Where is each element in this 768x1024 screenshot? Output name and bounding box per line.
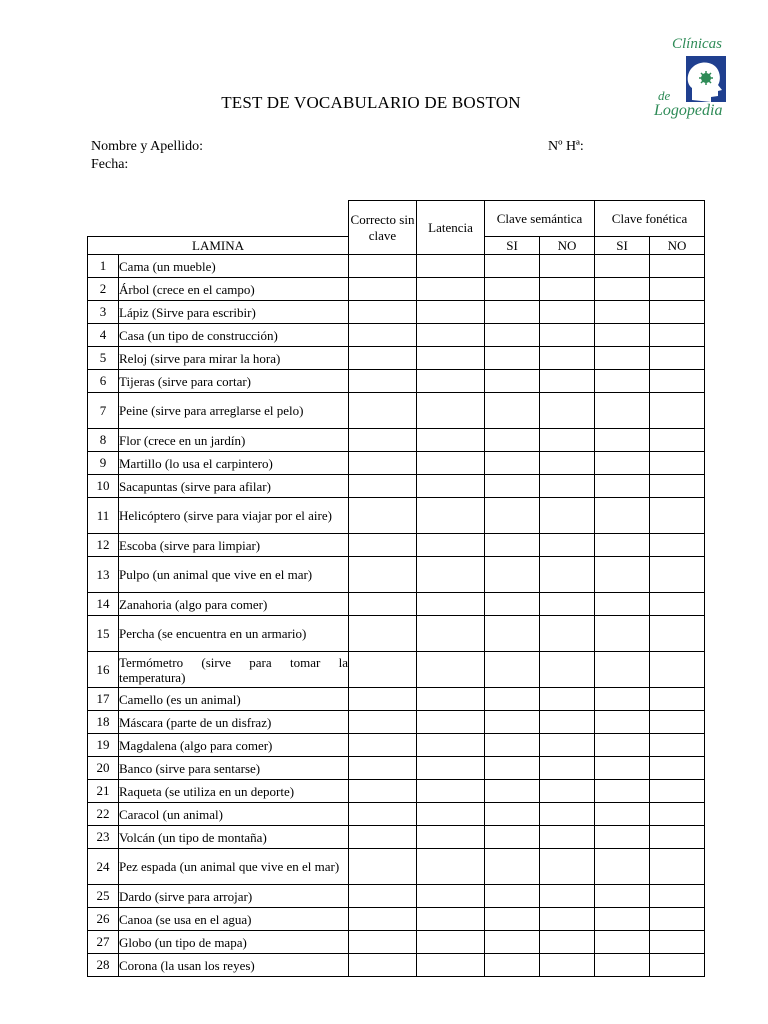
table-row [88,324,705,347]
row-item: Tijeras (sirve para cortar) [119,370,349,393]
fonetica-no-cell[interactable] [650,324,705,347]
correcto-cell[interactable] [349,278,417,301]
correcto-cell[interactable] [349,301,417,324]
latencia-cell[interactable] [417,324,485,347]
fonetica-si-cell[interactable] [595,534,650,557]
semantica-no-cell[interactable] [540,498,595,534]
semantica-si-cell[interactable] [485,803,540,826]
table-row [88,734,705,757]
semantica-si-cell[interactable] [485,849,540,885]
table-row [88,593,705,616]
header-lamina: LAMINA [88,237,349,255]
row-number: 3 [88,301,119,324]
semantica-no-cell[interactable] [540,849,595,885]
correcto-cell[interactable] [349,534,417,557]
semantica-no-cell[interactable] [540,429,595,452]
fonetica-no-cell[interactable] [650,803,705,826]
semantica-no-cell[interactable] [540,475,595,498]
correcto-cell[interactable] [349,370,417,393]
semantica-si-cell[interactable] [485,757,540,780]
correcto-cell[interactable] [349,498,417,534]
row-number: 9 [88,452,119,475]
row-number: 16 [88,652,119,688]
table-row [88,954,705,977]
latencia-cell[interactable] [417,255,485,278]
logo-text-clinicas: Clínicas [672,36,723,52]
row-number: 20 [88,757,119,780]
fonetica-no-cell[interactable] [650,885,705,908]
fonetica-no-cell[interactable] [650,757,705,780]
correcto-cell[interactable] [349,885,417,908]
logo-text-logopedia: Logopedia [654,102,723,119]
fonetica-si-cell[interactable] [595,475,650,498]
semantica-no-cell[interactable] [540,908,595,931]
row-number: 14 [88,593,119,616]
latencia-cell[interactable] [417,278,485,301]
row-item: Volcán (un tipo de montaña) [119,826,349,849]
correcto-cell[interactable] [349,324,417,347]
row-item: Peine (sirve para arreglarse el pelo) [119,393,349,429]
correcto-cell[interactable] [349,780,417,803]
semantica-si-cell[interactable] [485,498,540,534]
semantica-si-cell[interactable] [485,826,540,849]
fonetica-si-cell[interactable] [595,616,650,652]
fonetica-no-cell[interactable] [650,734,705,757]
row-number: 22 [88,803,119,826]
fonetica-si-cell[interactable] [595,498,650,534]
fonetica-si-cell[interactable] [595,780,650,803]
row-number: 6 [88,370,119,393]
fonetica-si-cell[interactable] [595,711,650,734]
table-row [88,475,705,498]
row-item: Lápiz (Sirve para escribir) [119,301,349,324]
semantica-no-cell[interactable] [540,347,595,370]
fonetica-si-cell[interactable] [595,557,650,593]
semantica-si-cell[interactable] [485,593,540,616]
fonetica-si-cell[interactable] [595,301,650,324]
row-number: 23 [88,826,119,849]
semantica-si-cell[interactable] [485,711,540,734]
latencia-cell[interactable] [417,803,485,826]
table-row [88,534,705,557]
correcto-cell[interactable] [349,393,417,429]
fonetica-no-cell[interactable] [650,429,705,452]
fonetica-si-cell[interactable] [595,652,650,688]
semantica-no-cell[interactable] [540,688,595,711]
semantica-no-cell[interactable] [540,652,595,688]
semantica-si-cell[interactable] [485,452,540,475]
row-item: Corona (la usan los reyes) [119,954,349,977]
row-item: Pez espada (un animal que vive en el mar) [119,849,349,885]
semantica-no-cell[interactable] [540,557,595,593]
semantica-si-cell[interactable] [485,734,540,757]
header-latencia: Latencia [417,201,485,255]
row-number: 25 [88,885,119,908]
correcto-cell[interactable] [349,475,417,498]
latencia-cell[interactable] [417,780,485,803]
fonetica-no-cell[interactable] [650,688,705,711]
fonetica-no-cell[interactable] [650,780,705,803]
row-item: Magdalena (algo para comer) [119,734,349,757]
row-item: Helicóptero (sirve para viajar por el aire) [119,498,349,534]
row-number: 18 [88,711,119,734]
fonetica-si-cell[interactable] [595,429,650,452]
semantica-si-cell[interactable] [485,370,540,393]
correcto-cell[interactable] [349,711,417,734]
latencia-cell[interactable] [417,757,485,780]
table-row [88,826,705,849]
row-number: 5 [88,347,119,370]
table-row [88,452,705,475]
fonetica-si-cell[interactable] [595,255,650,278]
table-row [88,849,705,885]
fonetica-si-cell[interactable] [595,803,650,826]
semantica-si-cell[interactable] [485,301,540,324]
correcto-cell[interactable] [349,557,417,593]
table-row [88,498,705,534]
semantica-si-cell[interactable] [485,255,540,278]
fonetica-no-cell[interactable] [650,652,705,688]
semantica-no-cell[interactable] [540,301,595,324]
latencia-cell[interactable] [417,734,485,757]
row-number: 15 [88,616,119,652]
semantica-si-cell[interactable] [485,688,540,711]
fonetica-no-cell[interactable] [650,954,705,977]
latencia-cell[interactable] [417,534,485,557]
table-row [88,711,705,734]
logo-text-de: de [658,88,671,103]
header-semantica-no: NO [540,237,595,255]
table-row [88,885,705,908]
header-clave-semantica: Clave semántica [485,201,595,237]
row-item: Camello (es un animal) [119,688,349,711]
fonetica-si-cell[interactable] [595,593,650,616]
correcto-cell[interactable] [349,593,417,616]
fonetica-no-cell[interactable] [650,849,705,885]
correcto-cell[interactable] [349,616,417,652]
correcto-cell[interactable] [349,757,417,780]
row-item: Termómetro (sirve para tomar la temperatura) [119,652,349,688]
correcto-cell[interactable] [349,849,417,885]
semantica-si-cell[interactable] [485,780,540,803]
table-row [88,652,705,688]
latencia-cell[interactable] [417,908,485,931]
row-item: Reloj (sirve para mirar la hora) [119,347,349,370]
row-item: Pulpo (un animal que vive en el mar) [119,557,349,593]
fonetica-si-cell[interactable] [595,278,650,301]
row-number: 2 [88,278,119,301]
empty-corner [88,201,349,237]
semantica-si-cell[interactable] [485,616,540,652]
vocabulary-table [87,200,705,977]
correcto-cell[interactable] [349,826,417,849]
fonetica-si-cell[interactable] [595,347,650,370]
fonetica-si-cell[interactable] [595,324,650,347]
latencia-cell[interactable] [417,593,485,616]
row-number: 12 [88,534,119,557]
row-item: Martillo (lo usa el carpintero) [119,452,349,475]
table-row [88,616,705,652]
fonetica-no-cell[interactable] [650,826,705,849]
latencia-cell[interactable] [417,616,485,652]
row-number: 28 [88,954,119,977]
semantica-no-cell[interactable] [540,711,595,734]
row-item: Cama (un mueble) [119,255,349,278]
latencia-cell[interactable] [417,954,485,977]
fonetica-si-cell[interactable] [595,734,650,757]
fonetica-no-cell[interactable] [650,393,705,429]
latencia-cell[interactable] [417,370,485,393]
table-row [88,908,705,931]
correcto-cell[interactable] [349,954,417,977]
row-number: 1 [88,255,119,278]
table-row [88,780,705,803]
page-title: TEST DE VOCABULARIO DE BOSTON [221,93,521,112]
semantica-si-cell[interactable] [485,954,540,977]
semantica-no-cell[interactable] [540,255,595,278]
row-item: Canoa (se usa en el agua) [119,908,349,931]
row-number: 13 [88,557,119,593]
table-row [88,370,705,393]
fonetica-si-cell[interactable] [595,393,650,429]
semantica-no-cell[interactable] [540,370,595,393]
correcto-cell[interactable] [349,429,417,452]
header-fonetica-no: NO [650,237,705,255]
row-number: 7 [88,393,119,429]
row-number: 21 [88,780,119,803]
fonetica-si-cell[interactable] [595,885,650,908]
fonetica-no-cell[interactable] [650,347,705,370]
row-number: 10 [88,475,119,498]
semantica-no-cell[interactable] [540,780,595,803]
latencia-cell[interactable] [417,475,485,498]
fonetica-no-cell[interactable] [650,301,705,324]
latencia-cell[interactable] [417,849,485,885]
semantica-no-cell[interactable] [540,616,595,652]
correcto-cell[interactable] [349,652,417,688]
latencia-cell[interactable] [417,347,485,370]
latencia-cell[interactable] [417,557,485,593]
history-number-label: Nº Hª: [548,139,584,154]
fonetica-no-cell[interactable] [650,370,705,393]
semantica-si-cell[interactable] [485,931,540,954]
table-row [88,278,705,301]
latencia-cell[interactable] [417,452,485,475]
row-number: 17 [88,688,119,711]
fonetica-si-cell[interactable] [595,757,650,780]
fonetica-no-cell[interactable] [650,711,705,734]
table-row [88,757,705,780]
row-number: 8 [88,429,119,452]
table-row [88,429,705,452]
fonetica-no-cell[interactable] [650,593,705,616]
semantica-si-cell[interactable] [485,885,540,908]
fonetica-si-cell[interactable] [595,931,650,954]
row-number: 27 [88,931,119,954]
table-row [88,255,705,278]
correcto-cell[interactable] [349,908,417,931]
semantica-si-cell[interactable] [485,324,540,347]
header-fonetica-si: SI [595,237,650,255]
correcto-cell[interactable] [349,347,417,370]
row-item: Dardo (sirve para arrojar) [119,885,349,908]
latencia-cell[interactable] [417,652,485,688]
fonetica-si-cell[interactable] [595,688,650,711]
semantica-no-cell[interactable] [540,826,595,849]
semantica-no-cell[interactable] [540,452,595,475]
latencia-cell[interactable] [417,931,485,954]
semantica-si-cell[interactable] [485,475,540,498]
fonetica-si-cell[interactable] [595,849,650,885]
semantica-no-cell[interactable] [540,324,595,347]
latencia-cell[interactable] [417,826,485,849]
latencia-cell[interactable] [417,393,485,429]
row-item: Flor (crece en un jardín) [119,429,349,452]
fonetica-si-cell[interactable] [595,954,650,977]
semantica-si-cell[interactable] [485,534,540,557]
semantica-si-cell[interactable] [485,557,540,593]
fonetica-no-cell[interactable] [650,255,705,278]
fonetica-no-cell[interactable] [650,278,705,301]
table-row [88,803,705,826]
fonetica-si-cell[interactable] [595,370,650,393]
row-item: Casa (un tipo de construcción) [119,324,349,347]
fonetica-si-cell[interactable] [595,452,650,475]
row-item: Percha (se encuentra en un armario) [119,616,349,652]
row-item: Máscara (parte de un disfraz) [119,711,349,734]
latencia-cell[interactable] [417,711,485,734]
row-item: Banco (sirve para sentarse) [119,757,349,780]
row-item: Raqueta (se utiliza en un deporte) [119,780,349,803]
fonetica-no-cell[interactable] [650,931,705,954]
correcto-cell[interactable] [349,803,417,826]
correcto-cell[interactable] [349,734,417,757]
fonetica-si-cell[interactable] [595,826,650,849]
header-semantica-si: SI [485,237,540,255]
latencia-cell[interactable] [417,301,485,324]
header-correcto-sin-clave: Correcto sin clave [349,201,417,255]
table-row [88,301,705,324]
semantica-no-cell[interactable] [540,278,595,301]
row-item: Globo (un tipo de mapa) [119,931,349,954]
latencia-cell[interactable] [417,688,485,711]
semantica-no-cell[interactable] [540,393,595,429]
semantica-si-cell[interactable] [485,429,540,452]
latencia-cell[interactable] [417,429,485,452]
semantica-si-cell[interactable] [485,652,540,688]
semantica-no-cell[interactable] [540,885,595,908]
fonetica-no-cell[interactable] [650,534,705,557]
fonetica-no-cell[interactable] [650,908,705,931]
semantica-no-cell[interactable] [540,534,595,557]
semantica-no-cell[interactable] [540,757,595,780]
correcto-cell[interactable] [349,452,417,475]
row-item: Escoba (sirve para limpiar) [119,534,349,557]
row-item: Zanahoria (algo para comer) [119,593,349,616]
row-number: 19 [88,734,119,757]
fonetica-no-cell[interactable] [650,616,705,652]
row-number: 24 [88,849,119,885]
semantica-no-cell[interactable] [540,593,595,616]
table-row [88,557,705,593]
row-item: Árbol (crece en el campo) [119,278,349,301]
correcto-cell[interactable] [349,688,417,711]
semantica-si-cell[interactable] [485,347,540,370]
fonetica-si-cell[interactable] [595,908,650,931]
row-number: 11 [88,498,119,534]
table-row [88,931,705,954]
latencia-cell[interactable] [417,885,485,908]
name-label: Nombre y Apellido: [91,139,203,154]
correcto-cell[interactable] [349,255,417,278]
table-row [88,393,705,429]
semantica-no-cell[interactable] [540,734,595,757]
semantica-si-cell[interactable] [485,393,540,429]
fonetica-no-cell[interactable] [650,475,705,498]
fonetica-no-cell[interactable] [650,557,705,593]
row-item: Sacapuntas (sirve para afilar) [119,475,349,498]
semantica-si-cell[interactable] [485,908,540,931]
fonetica-no-cell[interactable] [650,498,705,534]
latencia-cell[interactable] [417,498,485,534]
date-label: Fecha: [91,157,129,172]
table-row [88,688,705,711]
semantica-no-cell[interactable] [540,954,595,977]
correcto-cell[interactable] [349,931,417,954]
header-clave-fonetica: Clave fonética [595,201,705,237]
table-row [88,347,705,370]
semantica-no-cell[interactable] [540,931,595,954]
row-number: 26 [88,908,119,931]
row-item: Caracol (un animal) [119,803,349,826]
semantica-no-cell[interactable] [540,803,595,826]
semantica-si-cell[interactable] [485,278,540,301]
fonetica-no-cell[interactable] [650,452,705,475]
row-number: 4 [88,324,119,347]
